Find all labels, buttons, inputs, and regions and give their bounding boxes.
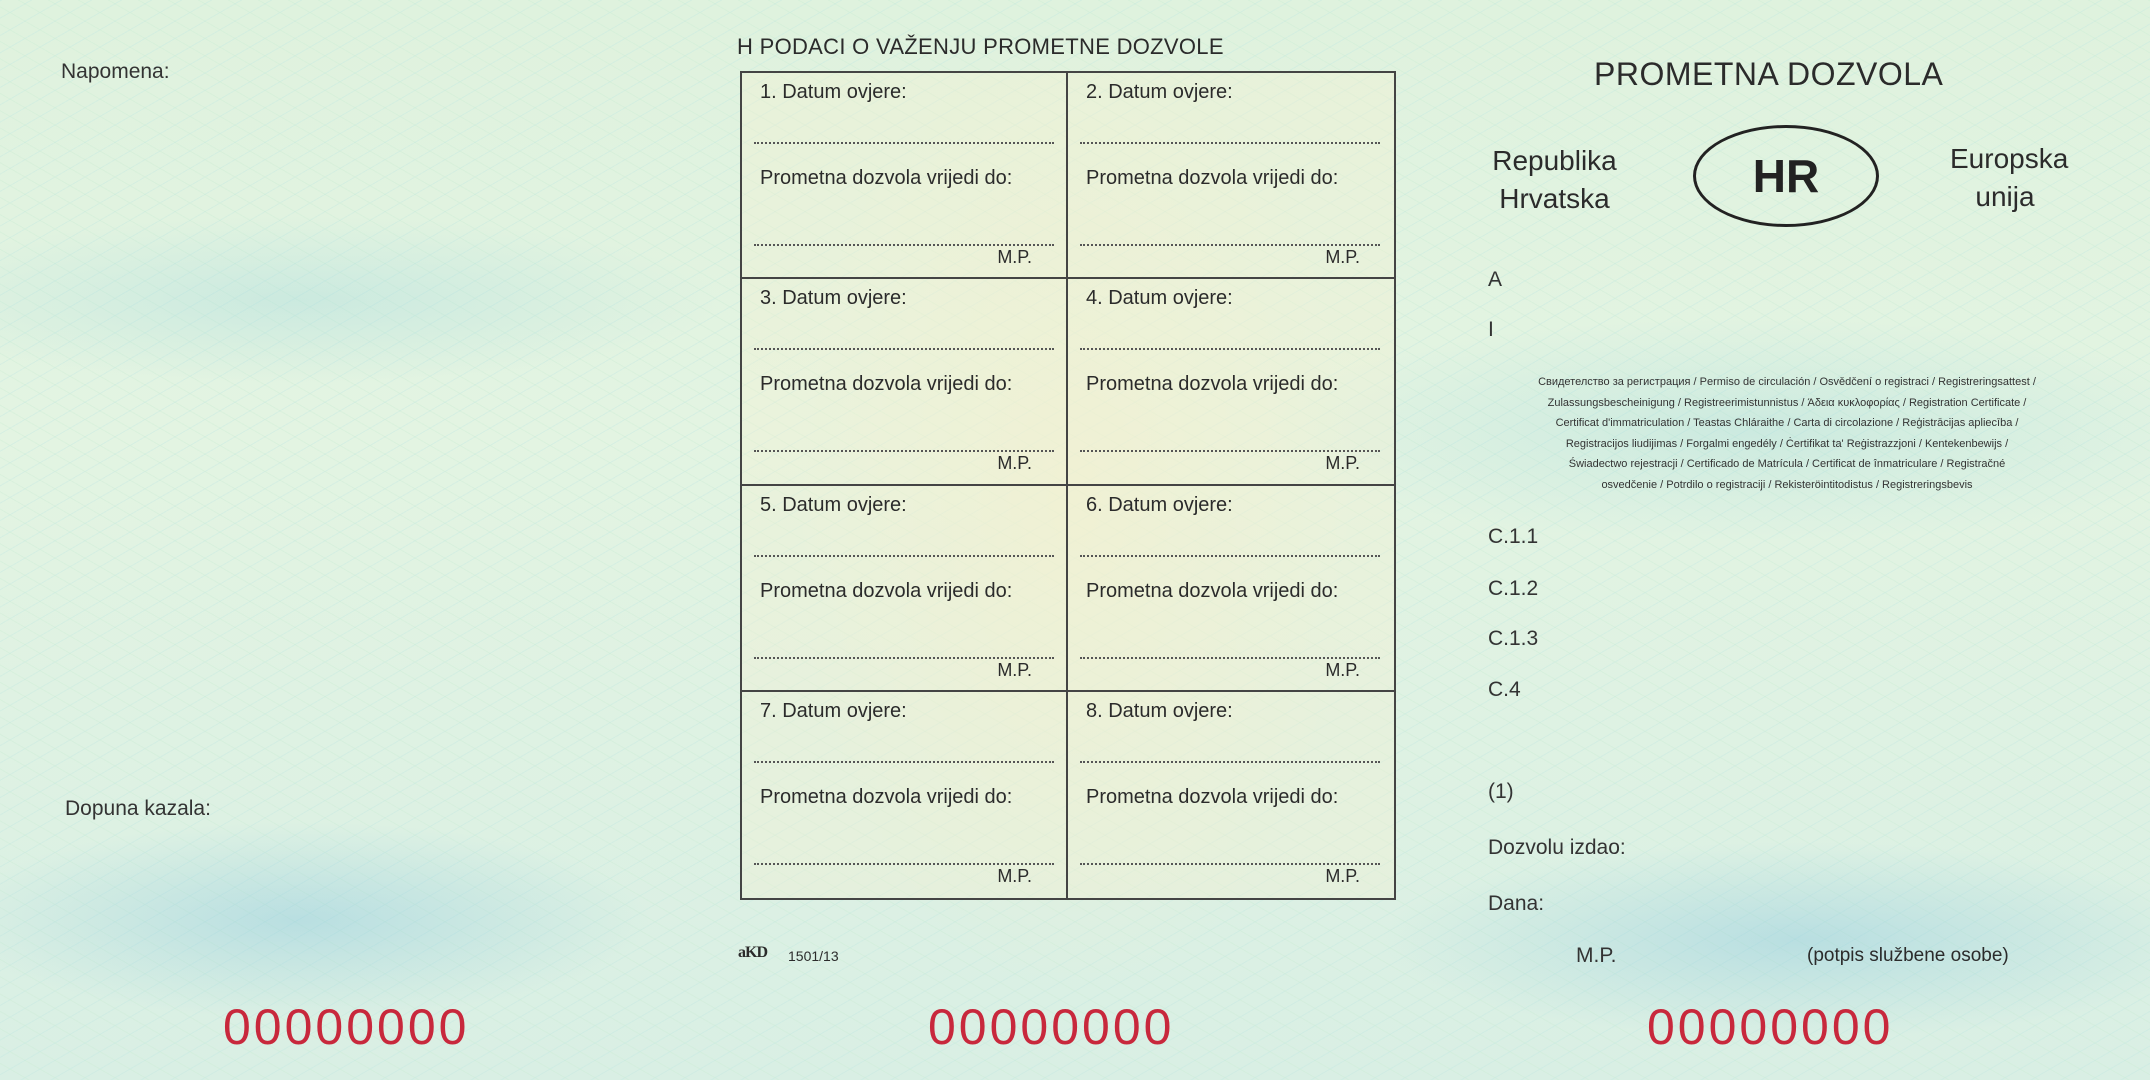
- stamp-label: M.P.: [1325, 865, 1360, 886]
- valid-until-label: Prometna dozvola vrijedi do:: [1086, 785, 1339, 808]
- country-code: HR: [1752, 150, 1820, 202]
- valid-until-label: Prometna dozvola vrijedi do:: [1086, 167, 1339, 189]
- stamp-label: M.P.: [1325, 247, 1360, 267]
- validity-cell: [742, 692, 1068, 898]
- valid-until-field[interactable]: [1080, 450, 1380, 452]
- valid-until-field[interactable]: [1080, 657, 1380, 659]
- valid-until-field[interactable]: [754, 657, 1054, 659]
- valid-until-label: Prometna dozvola vrijedi do:: [1086, 579, 1339, 602]
- valid-until-field[interactable]: [754, 450, 1054, 452]
- certification-date-label: 4. Datum ovjere:: [1086, 287, 1233, 310]
- field-c11-label: C.1.1: [1488, 525, 1539, 548]
- stamp-label: M.P.: [1325, 659, 1360, 680]
- date-field[interactable]: [754, 555, 1054, 557]
- form-code: 1501/13: [788, 948, 839, 964]
- multilingual-line: osvedčenie / Potrdilo o registraciji / Rekisteröintitodistus / Registreringsbevis: [1601, 478, 1973, 491]
- document-title: PROMETNA DOZVOLA: [1594, 56, 1944, 92]
- date-field[interactable]: [1080, 761, 1380, 763]
- date-field[interactable]: [1080, 555, 1380, 557]
- field-i-label: I: [1488, 318, 1494, 341]
- date-field[interactable]: [1080, 348, 1380, 350]
- eu-line-1: Europska: [1950, 143, 2069, 174]
- stamp-label: M.P.: [997, 865, 1032, 886]
- validity-cell: [742, 486, 1068, 692]
- valid-until-field[interactable]: [1080, 244, 1380, 246]
- date-field[interactable]: [754, 142, 1054, 144]
- country-code-badge: [1693, 125, 1879, 227]
- eu-name: [1950, 140, 2069, 216]
- validity-grid: [740, 71, 1396, 900]
- date-field[interactable]: [754, 348, 1054, 350]
- date-label: Dana:: [1488, 892, 1545, 915]
- serial-number: 00000000: [1647, 999, 1894, 1055]
- serial-number: 00000000: [223, 999, 470, 1055]
- certification-date-label: 7. Datum ovjere:: [760, 699, 907, 722]
- multilingual-line: Свидетелство за регистрация / Permiso de circulación / Osvědčení o registraci / Registreringsattest /: [1538, 376, 2036, 388]
- validity-heading: H PODACI O VAŽENJU PROMETNE DOZVOLE: [737, 34, 1224, 59]
- validity-cell: [1068, 279, 1394, 485]
- valid-until-label: Prometna dozvola vrijedi do:: [760, 579, 1013, 602]
- stamp-label: M.P.: [997, 247, 1032, 267]
- eu-line-2: unija: [1975, 181, 2035, 212]
- multilingual-line: Świadectwo rejestracji / Certificado de Matrícula / Certificat de înmatriculare / Registračné: [1568, 458, 2006, 470]
- country-line-1: Republika: [1492, 145, 1617, 176]
- date-field[interactable]: [754, 761, 1054, 763]
- field-c12-label: C.1.2: [1488, 577, 1539, 600]
- issued-by-label: Dozvolu izdao:: [1488, 836, 1626, 859]
- stamp-label: M.P.: [997, 453, 1032, 474]
- valid-until-label: Prometna dozvola vrijedi do:: [760, 167, 1013, 189]
- multilingual-line: Zulassungsbescheinigung / Registreerimistunnistus / Άδεια κυκλοφορίας / Registration Certificate /: [1547, 396, 2027, 409]
- note-1-label: (1): [1488, 780, 1514, 803]
- multilingual-line: Certificat d'immatriculation / Teastas Chláraithe / Carta di circolazione / Reģistrācijas apliecība /: [1555, 417, 2019, 429]
- certification-date-label: 1. Datum ovjere:: [760, 81, 907, 103]
- valid-until-field[interactable]: [1080, 863, 1380, 865]
- valid-until-field[interactable]: [754, 244, 1054, 246]
- validity-cell: [742, 73, 1068, 279]
- certification-date-label: 8. Datum ovjere:: [1086, 699, 1233, 722]
- multilingual-title-block: [1482, 372, 2092, 495]
- note-label: Napomena:: [61, 60, 170, 83]
- stamp-label: M.P.: [1325, 453, 1360, 474]
- validity-cell: [1068, 486, 1394, 692]
- validity-cell: [1068, 73, 1394, 279]
- field-c4-label: C.4: [1488, 678, 1521, 701]
- validity-cell: [1068, 692, 1394, 898]
- multilingual-line: Registracijos liudijimas / Forgalmi engedély / Ċertifikat ta' Reġistrazzjoni / Kentekenbewijs /: [1565, 437, 2009, 450]
- certification-date-label: 3. Datum ovjere:: [760, 287, 907, 310]
- field-a-label: A: [1488, 268, 1503, 291]
- stamp-label: M.P.: [997, 659, 1032, 680]
- date-field[interactable]: [1080, 142, 1380, 144]
- valid-until-label: Prometna dozvola vrijedi do:: [1086, 373, 1339, 396]
- validity-cell: [742, 279, 1068, 485]
- country-name: [1482, 142, 1627, 218]
- valid-until-label: Prometna dozvola vrijedi do:: [760, 373, 1013, 396]
- signature-label: (potpis službene osobe): [1807, 945, 2009, 966]
- supplement-label: Dopuna kazala:: [65, 797, 211, 820]
- serial-number: 00000000: [928, 999, 1175, 1055]
- stamp-label: M.P.: [1576, 944, 1617, 967]
- field-c13-label: C.1.3: [1488, 627, 1539, 650]
- valid-until-field[interactable]: [754, 863, 1054, 865]
- valid-until-label: Prometna dozvola vrijedi do:: [760, 785, 1013, 808]
- printer-logo: aKD: [738, 944, 767, 961]
- certification-date-label: 5. Datum ovjere:: [760, 493, 907, 516]
- certification-date-label: 2. Datum ovjere:: [1086, 81, 1233, 103]
- country-line-2: Hrvatska: [1499, 183, 1610, 214]
- certification-date-label: 6. Datum ovjere:: [1086, 493, 1233, 516]
